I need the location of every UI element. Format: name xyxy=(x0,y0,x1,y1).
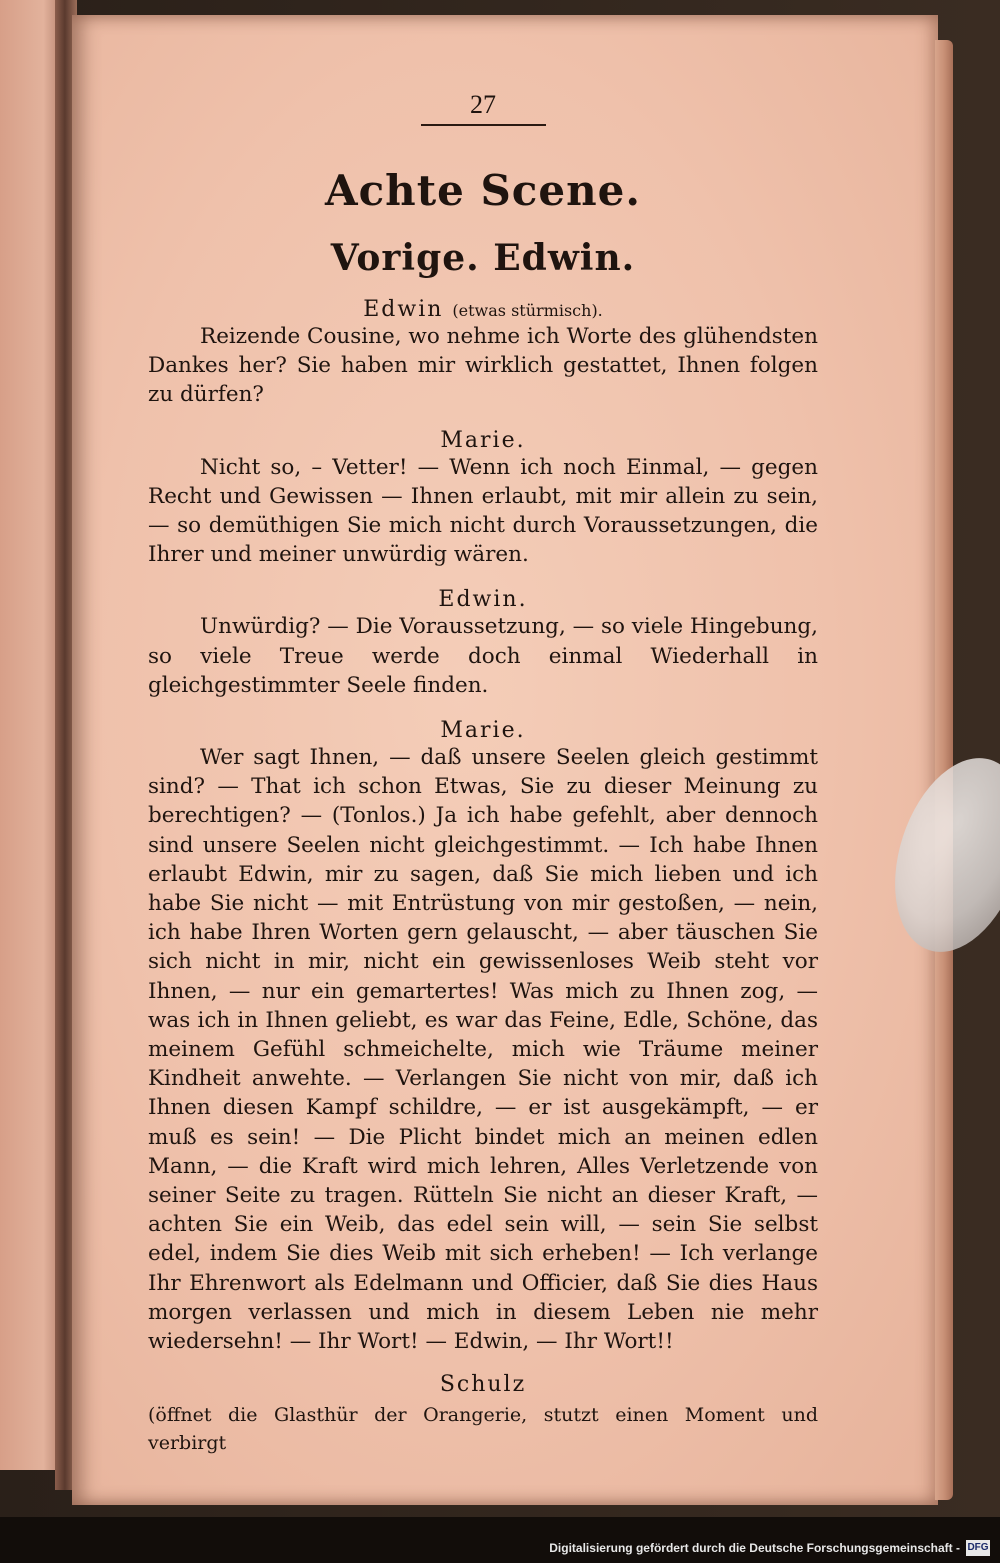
scene-title: Achte Scene. xyxy=(325,166,641,215)
speaker-heading: Edwin. xyxy=(438,587,528,613)
stage-direction: (öffnet die Glasthür der Orangerie, stutzt einen Moment und verbirgt xyxy=(148,1404,818,1455)
scene-cast: Vorige. Edwin. xyxy=(330,237,636,279)
speaker-heading: Marie. xyxy=(440,427,526,453)
speaker-name: Edwin xyxy=(363,297,444,322)
speaker-heading xyxy=(148,297,818,322)
footer-bar xyxy=(0,1517,1000,1563)
speaker-heading: Schulz xyxy=(439,1372,527,1398)
dialogue-paragraph: Wer sagt Ihnen, — daß unsere Seelen gleich gestimmt sind? — That ich schon Etwas, Sie zu dieser Meinung zu berechtigen? — (Tonlos.) Ja ich habe gefehlt, aber dennoch sind unsere Seelen nicht gleichgestimmt. — Ich habe Ihnen erlaubt Edwin, mir zu sagen, daß Sie mich lieben und ich habe Sie nicht — mit Entrüstung von mir gestoßen, — nein, ich habe Ihren Worten gern gelauscht, — aber täuschen Sie sich nicht in mir, nicht ein gewissenloses Weib steht vor Ihnen, — nur ein gemartertes! Was mich zu Ihnen zog, — was ich in Ihnen geliebt, es war das Feine, Edle, Schöne, das meinem Gefühl schmeichelte, mich wie Träume meiner Kindheit anwehte. — Verlangen Sie nicht von mir, daß ich Ihnen diesen Kampf schildre, — er ist ausgekämpft, — er muß es sein! — Die Plicht bindet mich an meinen edlen Mann, — die Kraft wird mich lehren, Alles Verletzende von seiner Seite zu tragen. Rütteln Sie nicht an dieser Kraft, — achten Sie ein Weib, das edel sein will, — sein Sie selbst edel, indem Sie dies Weib mit sich erheben! — Ich verlange Ihr Ehrenwort als Edelmann und Officier, daß Sie dies Haus morgen verlassen und mich in diesem Leben nie mehr wiedersehn! — Ihr Wort! — Edwin, — Ihr Wort!! xyxy=(148,745,818,1355)
page-number: 27 xyxy=(470,90,496,119)
stage-direction: (etwas stürmisch). xyxy=(452,301,603,320)
dialogue-paragraph: Reizende Cousine, wo nehme ich Worte des glühendsten Dankes her? Sie haben mir wirklich gestattet, Ihnen folgen zu dürfen? xyxy=(148,324,818,408)
digitization-credit: Digitalisierung gefördert durch die Deutsche Forschungsgemeinschaft - xyxy=(549,1541,960,1555)
header-rule xyxy=(421,124,546,126)
dialogue-paragraph: Nicht so, – Vetter! — Wenn ich noch Einmal, — gegen Recht und Gewissen — Ihnen erlaubt, mit mir allein zu sein, — so demüthigen Sie mich nicht durch Voraussetzungen, die Ihrer und meiner unwürdig wären. xyxy=(148,454,818,568)
page-content xyxy=(148,80,818,1457)
facing-page-edge xyxy=(0,0,62,1470)
dfg-logo: DFG xyxy=(966,1540,990,1556)
dialogue-paragraph: Unwürdig? — Die Voraussetzung, — so viele Hingebung, so viele Treue werde doch einmal Wiederhall in gleichgestimmter Seele finden. xyxy=(148,614,818,698)
speaker-heading: Marie. xyxy=(440,718,526,744)
